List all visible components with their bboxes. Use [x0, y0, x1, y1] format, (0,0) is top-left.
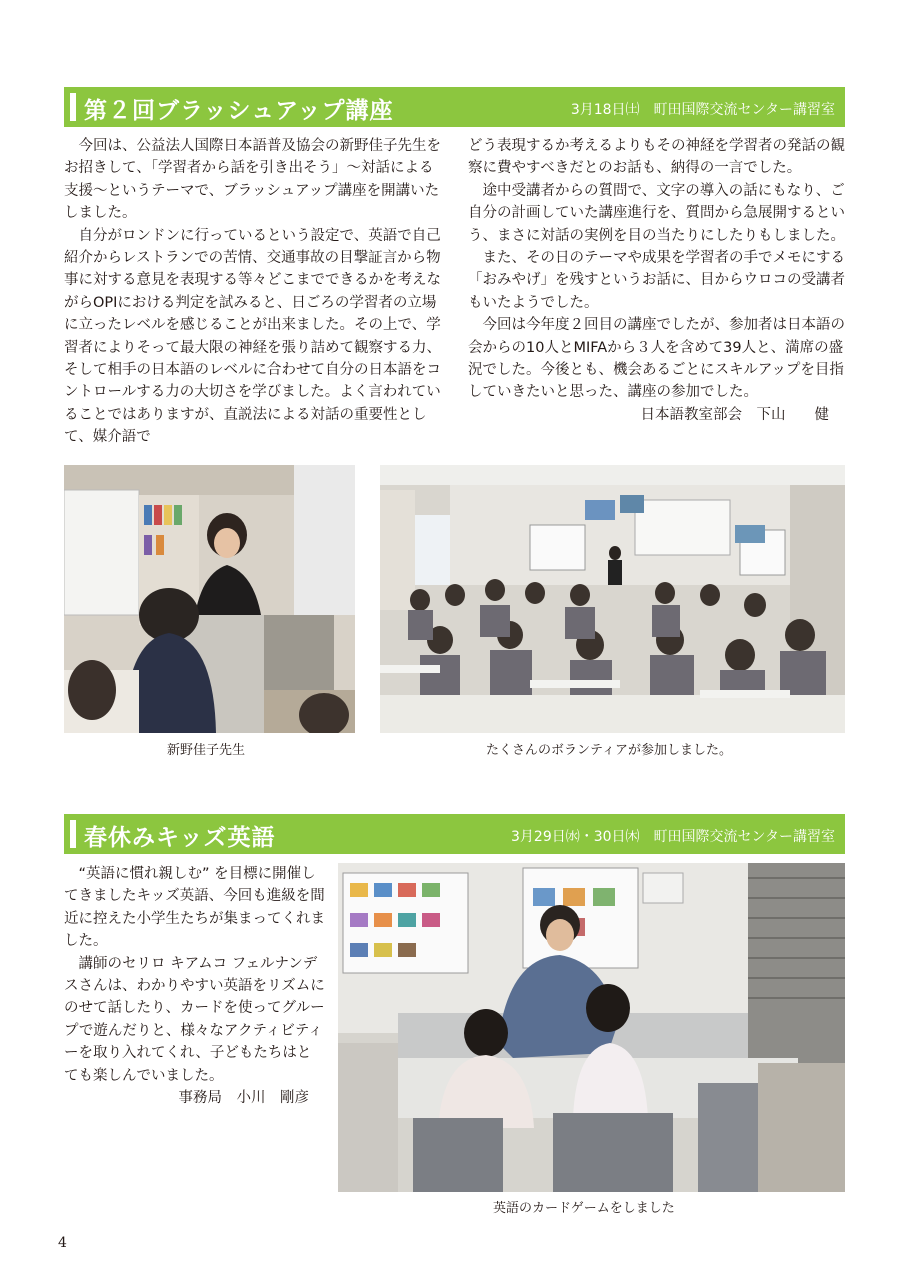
section-banner-kids-english	[64, 814, 845, 854]
banner-accent-bar	[70, 93, 76, 121]
paragraph: 今回は今年度２回目の講座でしたが、参加者は日本語の会からの10人とMIFAから３人を含めて39人と、満席の盛況でした。今後とも、機会あるごとにスキルアップを目指していきたいと思った、講座の参加でした。	[468, 317, 845, 401]
banner-accent-bar	[70, 820, 76, 848]
paragraph: 自分がロンドンに行っているという設定で、英語で自己紹介からレストランでの苦情、交通事故の目撃証言から物事に対する意見を表現する等々どこまでできるかを考えながらOPIにおける判定を試みると、日ごろの学習者の立場に立ったレベルを感じることが出来ました。その上で、学習者によりそって最大限の神経を張り詰めて観察する力、そして相手の日本語のレベルに合わせて自分の日本語をコントロールする力の大切さを学びました。よく言われていることではありますが、直説法による対話の重要性として、媒介語で	[64, 227, 441, 446]
photo-caption: たくさんのボランティアが参加しました。	[486, 743, 732, 758]
photo-lecturer	[64, 465, 355, 733]
section-title: 第２回ブラッシュアップ講座	[84, 98, 394, 124]
section-title: 春休みキッズ英語	[84, 825, 276, 851]
paragraph: また、その日のテーマや成果を学習者の手でメモにする「おみやげ」を残すというお話に、目からウロコの受講者もいたようでした。	[468, 250, 845, 311]
photo-card-game	[338, 863, 845, 1192]
paragraph: 今回は、公益法人国際日本語普及協会の新野佳子先生をお招きして、「学習者から話を引き出そう」～対話による支援～というテーマで、ブラッシュアップ講座を開講いたしました。	[64, 138, 441, 222]
section-date-venue: 3月29日㈬・30日㈭ 町田国際交流センター講習室	[511, 829, 835, 845]
article-column	[64, 863, 325, 1109]
article-right-column	[468, 135, 845, 426]
photo-classroom	[380, 465, 845, 733]
paragraph: 講師のセリロ キアムコ フェルナンデスさんは、わかりやすい英語をリズムにのせて話したり、カードを使ってグループで遊んだりと、様々なアクティビティーを取り入れてくれ、子どもたちはとても楽しんでいました。	[64, 955, 325, 1084]
article-left-column	[64, 135, 441, 449]
page-number: 4	[58, 1235, 67, 1251]
paragraph: “英語に慣れ親しむ” を目標に開催してきましたキッズ英語、今回も進級を間近に控えた小学生たちが集まってくれました。	[64, 866, 325, 950]
section-date-venue: 3月18日㈯ 町田国際交流センター講習室	[570, 102, 835, 118]
photo-caption: 英語のカードゲームをしました	[493, 1201, 675, 1216]
photo-caption: 新野佳子先生	[167, 743, 246, 758]
author-signature: 事務局 小川 剛彦	[178, 1090, 309, 1107]
paragraph: 途中受講者からの質問で、文字の導入の話にもなり、ご自分の計画していた講座進行を、質問から急展開するという、まさに対話の実例を目の当たりにしたりもしました。	[468, 182, 845, 244]
paragraph: どう表現するか考えるよりもその神経を学習者の発話の観察に費やすべきだとのお話も、納得の一言でした。	[468, 138, 845, 177]
author-signature: 日本語教室部会 下山 健	[640, 406, 829, 423]
section-banner-brushup	[64, 87, 845, 127]
